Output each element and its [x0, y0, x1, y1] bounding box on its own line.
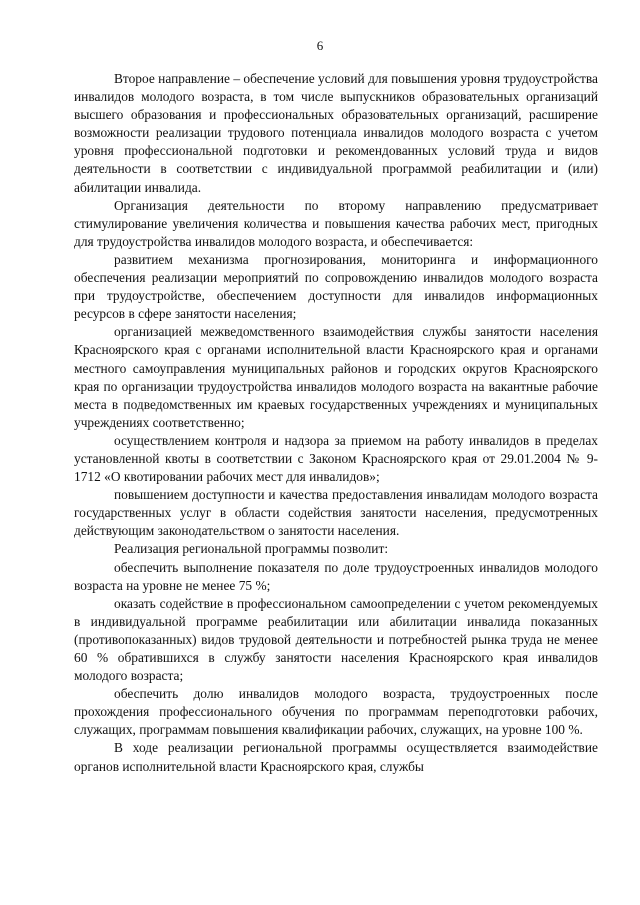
- paragraph-interagency: организацией межведомственного взаимодействия службы занятости населения Красноярского края с органами исполнительной власти Красноярского края и органами местного самоуправления муниципальных районов и городских округов Красноярского края по организации трудоустройства инвалидов молодого возраста на вакантные рабочие места в подведомственных им краевых государственных учреждениях и муниципальных учреждениях соответственно;: [74, 324, 598, 430]
- paragraph-second-direction: Второе направление – обеспечение условий для повышения уровня трудоустройства инвалидов молодого возраста, в том числе выпускников образовательных организаций высшего образования и профессиональных образовательных организаций, расширение возможности реализации трудового потенциала инвалидов молодого возраста с учетом уровня профессиональной подготовки и рекомендованных условий труда и видов деятельности в соответствии с индивидуальной программой реабилитации и (или) абилитации инвалида.: [74, 71, 598, 195]
- paragraph-interaction: В ходе реализации региональной программы осуществляется взаимодействие органов исполнительной власти Красноярского края, службы: [74, 740, 598, 774]
- paragraph-outcome-employment: обеспечить выполнение показателя по доле трудоустроенных инвалидов молодого возраста на уровне не менее 75 %;: [74, 559, 598, 593]
- paragraph-service-access: повышением доступности и качества предоставления инвалидам молодого возраста государственных услуг в области содействия занятости населения, предусмотренных действующим законодательством о занятости населения.: [74, 487, 598, 539]
- paragraph-program-outcomes: Реализация региональной программы позволит:: [114, 541, 389, 557]
- page-number: 6: [316, 38, 324, 53]
- paragraph-organization: Организация деятельности по второму направлению предусматривает стимулирование увеличения количества и повышения качества рабочих мест, пригодных для трудоустройства инвалидов молодого возраста, и обеспечивается:: [74, 197, 598, 249]
- paragraph-forecasting: развитием механизма прогнозирования, мониторинга и информационного обеспечения реализации мероприятий по сопровождению инвалидов молодого возраста при трудоустройстве, обеспечением доступности для инвалидов информационных ресурсов в сфере занятости населения;: [74, 251, 598, 322]
- paragraph-outcome-training: обеспечить долю инвалидов молодого возраста, трудоустроенных после прохождения профессионального обучения по программам переподготовки рабочих, служащих, программам повышения квалификации рабочих, служащих, на уровне 100 %.: [74, 686, 598, 738]
- paragraph-quota-control: осуществлением контроля и надзора за приемом на работу инвалидов в пределах установленной квоты в соответствии с Законом Красноярского края от 29.01.2004 № 9-1712 «О квотировании рабочих мест для инвалидов»;: [74, 432, 598, 485]
- paragraph-outcome-self-determination: оказать содействие в профессиональном самоопределении с учетом рекомендуемых в индивидуальной программе реабилитации или абилитации инвалида показанных (противопоказанных) видов трудовой деятельности и потребностей рынка труда не менее 60 % обратившихся в службу занятости населения Красноярского края инвалидов молодого возраста;: [74, 595, 598, 684]
- document-body: [74, 70, 598, 776]
